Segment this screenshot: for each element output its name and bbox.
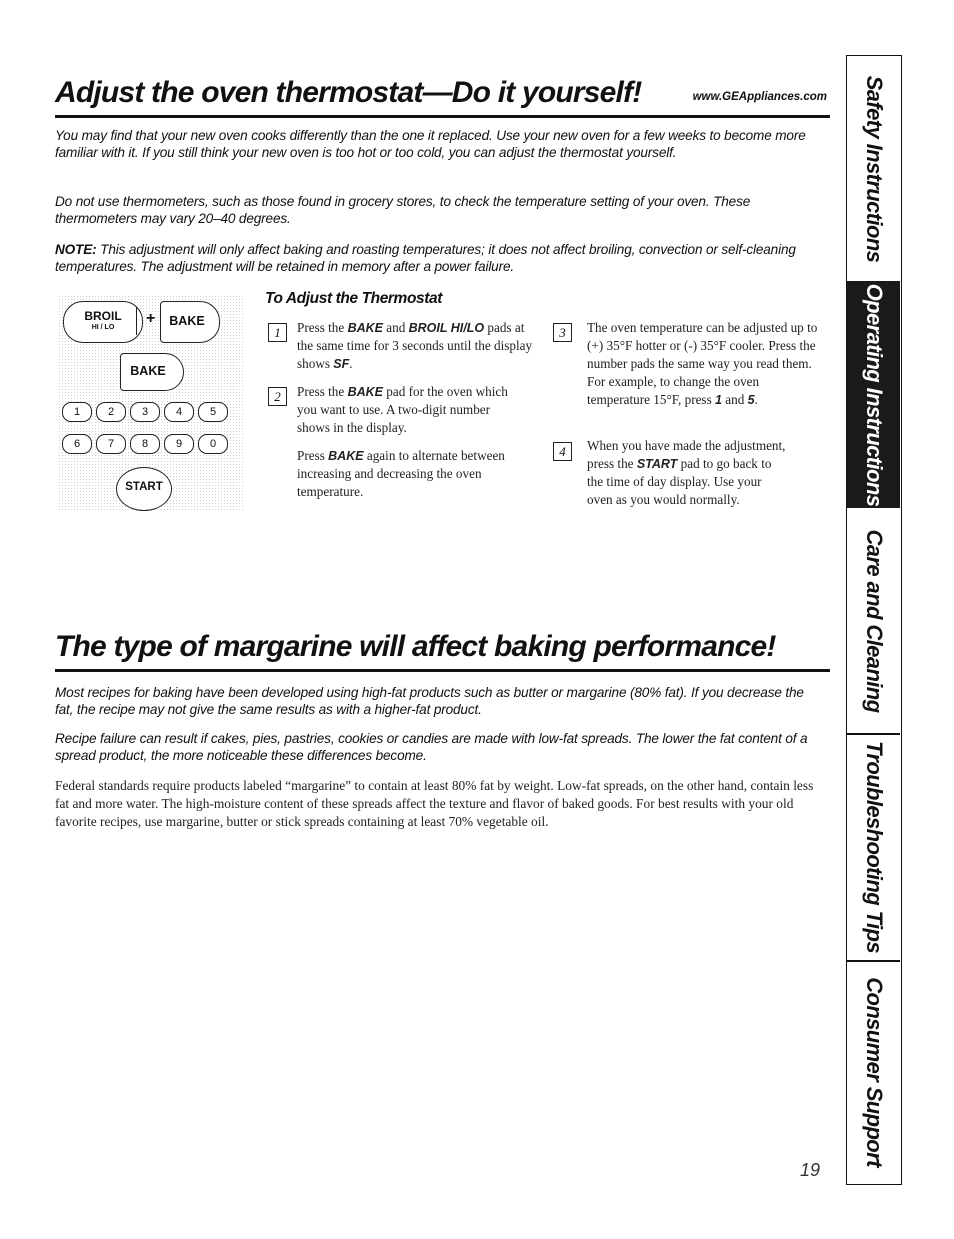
tab-label: Troubleshooting Tips: [861, 740, 887, 954]
margarine-heading: The type of margarine will affect baking performance!: [55, 630, 776, 663]
step-2-extra-text: Press BAKE again to alternate between increasing and decreasing the oven temperature.: [297, 448, 505, 499]
number-pad-1: 1: [62, 402, 92, 422]
section-tabs: [846, 55, 902, 1185]
broil-label: BROIL: [84, 309, 122, 323]
number-pad-row-2: [62, 434, 228, 454]
note-text: This adjustment will only affect baking and roasting temperatures; it does not affect broiling, convection or self-cleaning temperatures. The adjustment will be retained in memory after a power failure.: [55, 242, 796, 274]
bake-label: BAKE: [169, 314, 205, 328]
procedure-heading: To Adjust the Thermostat: [265, 290, 442, 307]
bake-label-alt: BAKE: [130, 364, 166, 378]
page-number: 19: [800, 1160, 821, 1180]
number-pad-9: 9: [164, 434, 194, 454]
intro-paragraph: You may find that your new oven cooks differently than the one it replaced. Use your new oven for a few weeks to become more familiar with it. If you still think your new oven is too hot or too cold, you can adjust the thermostat yourself.: [55, 128, 806, 160]
tab-care-and-cleaning[interactable]: [847, 508, 900, 733]
start-label: START: [125, 481, 163, 493]
bake-pad-alt: [120, 353, 184, 391]
number-pad-5: 5: [198, 402, 228, 422]
step-2-text: Press the BAKE pad for the oven which you want to use. A two-digit number shows in the display.: [297, 384, 508, 435]
step-3-text: The oven temperature can be adjusted up to (+) 35°F hotter or (-) 35°F cooler. Press the number pads the same way you read them. For example, to change the oven temperature 15°F, press 1 and 5.: [587, 320, 818, 407]
control-panel-illustration: [58, 295, 243, 510]
tab-safety-instructions[interactable]: [847, 56, 900, 281]
website-url[interactable]: www.GEAppliances.com: [692, 91, 827, 103]
tab-label: Care and Cleaning: [861, 529, 887, 712]
plus-sign: +: [146, 310, 156, 327]
number-pad-row-1: [62, 402, 228, 422]
number-pad-3: 3: [130, 402, 160, 422]
broil-hilo-label: HI / LO: [91, 324, 115, 331]
number-pad-2: 2: [96, 402, 126, 422]
thermostat-heading: Adjust the oven thermostat—Do it yourself!: [55, 76, 642, 109]
step-1-text: Press the BAKE and BROIL HI/LO pads at the same time for 3 seconds until the display shows SF.: [297, 320, 533, 371]
number-pad-8: 8: [130, 434, 160, 454]
tab-operating-instructions[interactable]: [847, 281, 900, 508]
margarine-paragraph-1: Most recipes for baking have been developed using high-fat products such as butter or margarine (80% fat). If you decrease the fat, the recipe may not give the same results as with a higher-fat product.: [55, 685, 804, 717]
margarine-heading-rule: [55, 669, 830, 672]
margarine-paragraph-3: Federal standards require products labeled “margarine” to contain at least 80% fat by weight. Low-fat spreads, on the other hand, contain less fat and more water. The high-moisture content of these spreads affect the texture and flavor of baked goods. For best results with your old favorite recipes, use margarine, butter or stick spreads containing at least 70% vegetable oil.: [55, 778, 814, 829]
broil-pad: [63, 301, 143, 343]
step-1-number: 1: [268, 323, 287, 342]
thermometer-warning: Do not use thermometers, such as those found in grocery stores, to check the temperature setting of your oven. These thermometers may vary 20–40 degrees.: [55, 194, 751, 226]
note-label: NOTE:: [55, 242, 97, 257]
note-paragraph: [55, 241, 815, 275]
step-4-text: When you have made the adjustment, press the START pad to go back to the time of day display. Use your oven as you would normally.: [587, 438, 786, 507]
step-4-number: 4: [553, 442, 572, 461]
tab-label: Safety Instructions: [861, 75, 887, 262]
margarine-paragraph-2: Recipe failure can result if cakes, pies, pastries, cookies or candies are made with low-fat spreads. The lower the fat content of a spread product, the more noticeable these differences become.: [55, 731, 808, 763]
heading-rule: [55, 115, 830, 118]
step-3-number: 3: [553, 323, 572, 342]
number-pad-6: 6: [62, 434, 92, 454]
number-pad-4: 4: [164, 402, 194, 422]
tab-label: Operating Instructions: [861, 283, 887, 506]
tab-label: Consumer Support: [861, 977, 887, 1167]
number-pad-7: 7: [96, 434, 126, 454]
tab-troubleshooting-tips[interactable]: [847, 734, 900, 960]
bake-pad: [160, 301, 220, 343]
start-pad: [116, 467, 172, 511]
step-2-number: 2: [268, 387, 287, 406]
number-pad-0: 0: [198, 434, 228, 454]
tab-consumer-support[interactable]: [847, 961, 900, 1183]
